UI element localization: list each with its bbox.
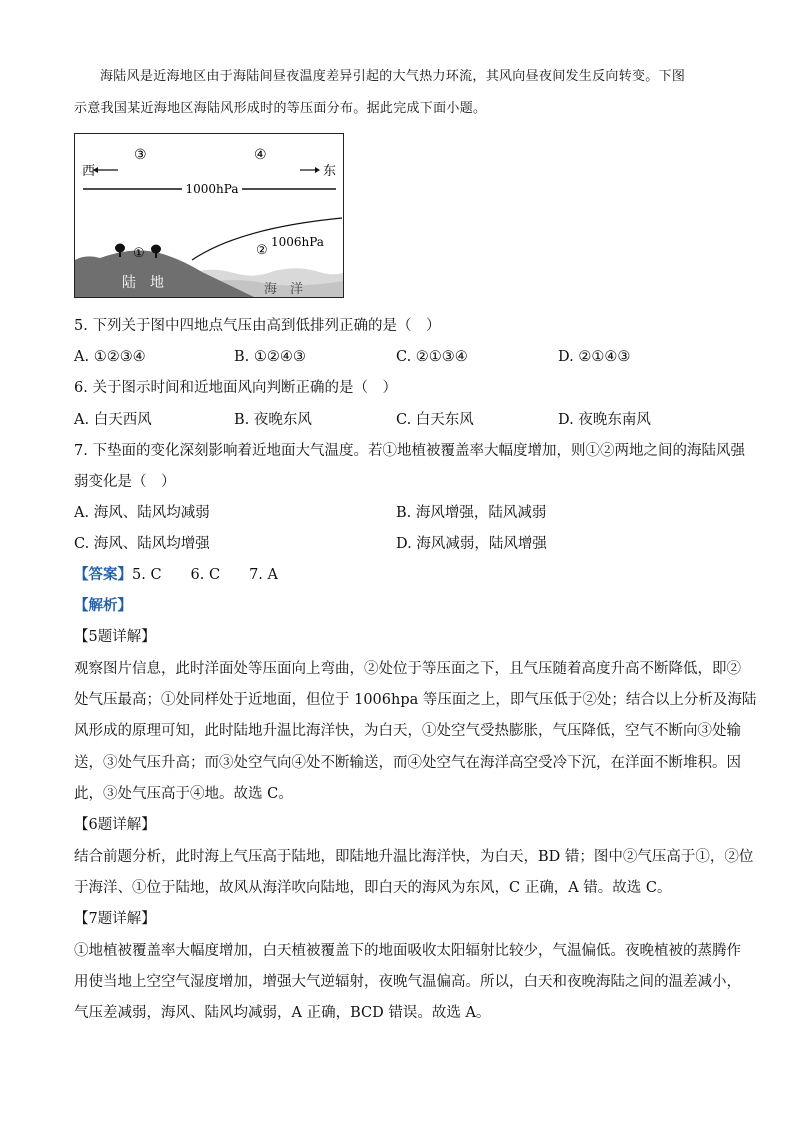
- detail-5-line: 观察图片信息，此时洋面处等压面向上弯曲，②处位于等压面之下，且气压随着高度升高不断降低，即②: [74, 661, 741, 677]
- isobar-diagram: [74, 133, 344, 298]
- label-point-1: ①: [133, 246, 145, 261]
- detail-5-line: 风形成的原理可知，此时陆地升温比海洋快，为白天，①处空气受热膨胀，气压降低，空气不断向③处输: [74, 723, 741, 739]
- detail-5-line: 此，③处气压高于④地。故选 C。: [74, 786, 293, 802]
- label-isobar-1006: 1006hPa: [271, 235, 324, 249]
- detail-7-line: 用使当地上空空气湿度增加，增强大气逆辐射，夜晚气温偏高。所以，白天和夜晚海陆之间的温差减小，: [74, 974, 741, 990]
- detail-5-line: 送，③处气压升高；而③处空气向④处不断输送，而④处空气在海洋高空受冷下沉，在洋面不断堆积。因: [74, 755, 741, 771]
- detail-5-heading: 【5题详解】: [74, 629, 156, 645]
- question-5-option-d: D. ②①④③: [558, 349, 631, 365]
- question-7-stem-line-2: 弱变化是（ ）: [74, 474, 176, 490]
- question-7-option-c: C. 海风、陆风均增强: [74, 536, 210, 552]
- analysis-tag: 【解析】: [74, 597, 132, 614]
- question-7-option-b: B. 海风增强，陆风减弱: [396, 505, 547, 521]
- label-west: 西: [82, 164, 96, 179]
- label-east: 东: [323, 164, 337, 179]
- detail-5-line: 处气压最高；①处同样处于近地面，但位于 1006hpa 等压面之上，即气压低于②处；结合以上分析及海陆: [74, 692, 757, 708]
- question-6-option-b: B. 夜晚东风: [234, 412, 312, 428]
- question-5-stem: 5. 下列关于图中四地点气压由高到低排列正确的是（ ）: [74, 318, 441, 334]
- answer-line: [74, 565, 278, 585]
- answer-tag: 【答案】: [74, 566, 132, 583]
- detail-6-heading: 【6题详解】: [74, 817, 156, 833]
- label-point-4: ④: [254, 147, 267, 163]
- intro-line-1: 海陆风是近海地区由于海陆间昼夜温度差异引起的大气热力环流，其风向昼夜间发生反向转变。下图: [100, 69, 686, 84]
- question-6-stem: 6. 关于图示时间和近地面风向判断正确的是（ ）: [74, 380, 397, 396]
- detail-7-line: 气压差减弱，海风、陆风均减弱，A 正确，BCD 错误。故选 A。: [74, 1005, 491, 1021]
- question-6-option-d: D. 夜晚东南风: [558, 412, 651, 428]
- question-5-option-a: A. ①②③④: [74, 349, 146, 365]
- detail-7-heading: 【7题详解】: [74, 911, 156, 927]
- question-5-option-c: C. ②①③④: [396, 349, 468, 365]
- question-7-option-d: D. 海风减弱，陆风增强: [396, 536, 547, 552]
- answer-text: 5. C 6. C 7. A: [132, 567, 278, 583]
- label-point-2: ②: [256, 243, 268, 258]
- intro-line-2: 示意我国某近海地区海陆风形成时的等压面分布。据此完成下面小题。: [74, 101, 487, 116]
- question-5-option-b: B. ①②④③: [234, 349, 306, 365]
- question-7-stem-line-1: 7. 下垫面的变化深刻影响着近地面大气温度。若①地植被覆盖率大幅度增加，则①②两地之间的海陆风强: [74, 443, 745, 459]
- question-7-option-a: A. 海风、陆风均减弱: [74, 505, 210, 521]
- detail-7-line: ①地植被覆盖率大幅度增加，白天植被覆盖下的地面吸收太阳辐射比较少，气温偏低。夜晚植被的蒸腾作: [74, 943, 741, 959]
- detail-6-line: 于海洋、①位于陆地，故风从海洋吹向陆地，即白天的海风为东风，C 正确，A 错。故选 C。: [74, 880, 672, 896]
- question-6-option-c: C. 白天东风: [396, 412, 474, 428]
- label-land: 陆 地: [122, 275, 164, 291]
- question-6-option-a: A. 白天西风: [74, 412, 152, 428]
- sea-land-breeze-figure: [74, 133, 344, 298]
- detail-6-line: 结合前题分析，此时海上气压高于陆地，即陆地升温比海洋快，为白天，BD 错；图中②气压高于①，②位: [74, 849, 754, 865]
- label-point-3: ③: [134, 147, 147, 163]
- label-isobar-1000: 1000hPa: [185, 182, 239, 196]
- label-sea: 海 洋: [264, 282, 304, 297]
